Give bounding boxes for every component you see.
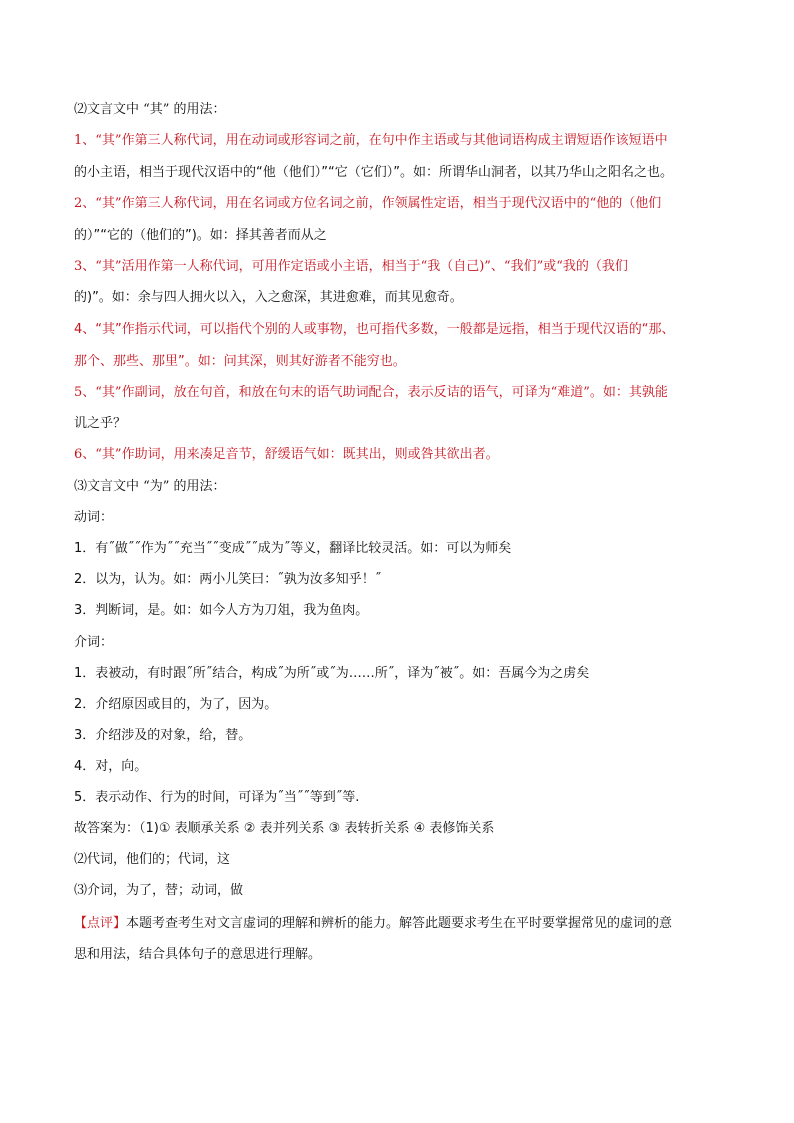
text-line: 5．表示动作、行为的时间，可译为˝当˝˝等到˝等. [74, 790, 360, 805]
text-line: ⑵文言文中 “其” 的用法： [74, 102, 226, 117]
text-line: 3．判断词，是。如：如今人方为刀俎，我为鱼肉。 [74, 603, 369, 618]
comment-tag: 【点评】 [74, 916, 127, 931]
text-line: 那个、那些、那里”。如：问其深，则其好游者不能穷也。 [74, 354, 406, 369]
text-line: 1．有˝做˝˝作为˝˝充当˝˝变成˝˝成为˝等义，翻译比较灵活。如：可以为师矣 [74, 541, 512, 556]
text-line: 4．对，向。 [74, 759, 148, 774]
text-line: 6、“其”作助词，用来凑足音节，舒缓语气如：既其出，则或咎其欲出者。 [74, 447, 499, 462]
text-line: 的）”“它的（他们的”)。如：择其善者而从之 [74, 228, 327, 243]
text-line: 的)”。如：余与四人拥火以入，入之愈深，其进愈难，而其见愈奇。 [74, 290, 463, 305]
text-line: 1．表被动，有时跟˝所˝结合，构成˝为所˝或˝为……所˝，译为˝被˝。如：吾属今为之虏矣 [74, 666, 590, 681]
comment-text-2: 思和用法，结合具体句子的意思进行理解。 [74, 947, 322, 962]
text-line: 5、“其”作副词，放在句首，和放在句末的语气助词配合，表示反诘的语气，可译为“难道”。如：其孰能 [74, 385, 668, 400]
comment-line-1 [74, 915, 672, 933]
text-line: 3、“其”活用作第一人称代词，可用作定语或小主语，相当于“我（自己)”、“我们”或“我的（我们 [74, 259, 628, 274]
text-line: 2、“其”作第三人称代词，用在名词或方位名词之前，作领属性定语，相当于现代汉语中的“他的（他们 [74, 196, 662, 211]
text-line: ⑵代词，他们的；代词，这 [74, 852, 231, 867]
text-line: 讥之乎？ [74, 416, 127, 431]
text-line: 2．以为，认为。如：两小儿笑曰：˝孰为汝多知乎！˝ [74, 572, 382, 587]
comment-text-1: 本题考查考生对文言虚词的理解和辨析的能力。解答此题要求考生在平时要掌握常见的虚词的意 [126, 916, 673, 931]
text-line: 1、“其”作第三人称代词，用在动词或形容词之前，在句中作主语或与其他词语构成主谓短语作该短语中 [74, 133, 668, 148]
text-line: 4、“其”作指示代词，可以指代个别的人或事物，也可指代多数，一般都是远指，相当于现代汉语的“那、 [74, 322, 675, 337]
text-line: ⑶文言文中 “为” 的用法： [74, 479, 226, 494]
text-line: 2．介绍原因或目的，为了，因为。 [74, 697, 278, 712]
text-line: 故答案为：（1)① 表顺承关系 ② 表并列关系 ③ 表转折关系 ④ 表修饰关系 [74, 821, 495, 836]
comment-line-2 [74, 946, 321, 964]
text-line: 3．介绍涉及的对象，给，替。 [74, 728, 252, 743]
text-line: 介词： [74, 635, 114, 650]
text-line: 动词： [74, 510, 114, 525]
text-line: ⑶介词，为了，替；动词，做 [74, 883, 244, 898]
text-line: 的小主语，相当于现代汉语中的“他（他们）”“它（它们）”。如：所谓华山洞者，以其乃华山之阳名之也。 [74, 165, 673, 180]
